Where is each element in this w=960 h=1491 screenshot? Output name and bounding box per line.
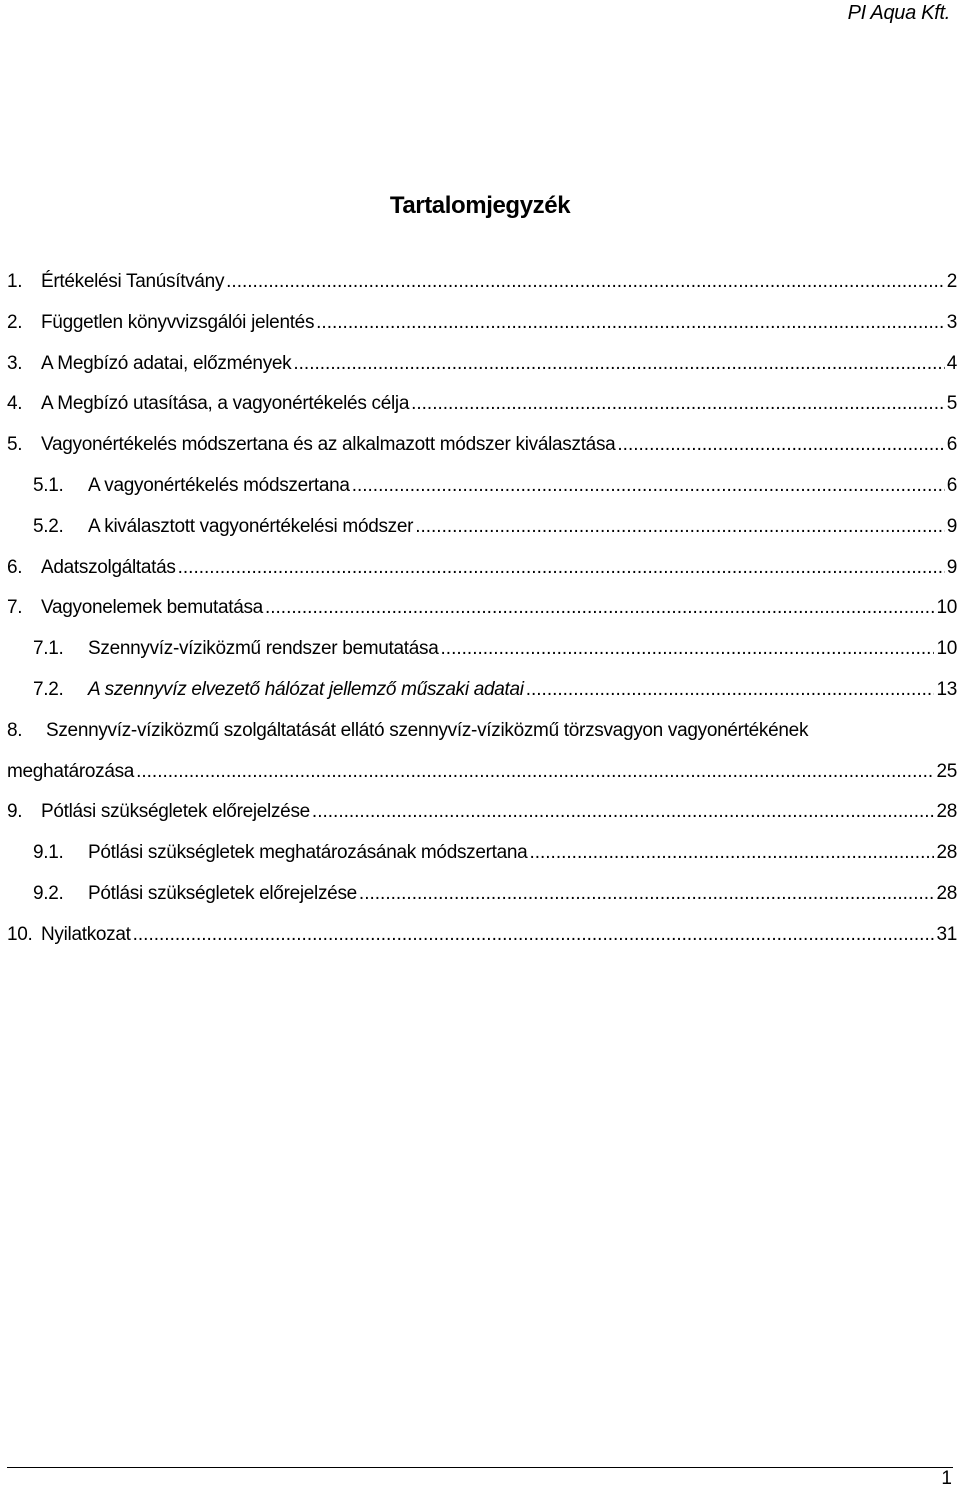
dot-leader xyxy=(316,312,945,334)
toc-entry-3[interactable] xyxy=(7,353,957,394)
toc-title: Tartalomjegyzék xyxy=(389,192,571,219)
dot-leader xyxy=(312,801,935,823)
dot-leader xyxy=(293,353,944,375)
toc-entry-number: 5. xyxy=(7,434,23,456)
dot-leader xyxy=(133,924,935,946)
dot-leader xyxy=(178,557,945,579)
dot-leader xyxy=(136,761,934,783)
toc-entry-number: 9.1. xyxy=(33,842,64,864)
toc-entry-page: 31 xyxy=(936,923,957,945)
toc-entry-page: 9 xyxy=(946,515,957,537)
toc-entry-2[interactable] xyxy=(7,312,957,353)
toc-entry-7[interactable] xyxy=(7,597,957,638)
toc-entry-title: A vagyonértékelés módszertana xyxy=(88,474,350,496)
document-header-company: PI Aqua Kft. xyxy=(847,2,950,24)
toc-entry-title: Független könyvvizsgálói jelentés xyxy=(41,311,315,333)
toc-entry-title: Adatszolgáltatás xyxy=(41,556,176,578)
toc-entry-title: Értékelési Tanúsítvány xyxy=(41,271,225,292)
toc-entry-number: 7.2. xyxy=(33,678,64,700)
toc-entry-number: 2. xyxy=(7,311,23,333)
toc-entry-title-continuation: meghatározása xyxy=(7,760,135,782)
toc-entry-number: 7.1. xyxy=(33,638,64,660)
toc-entry-7-2[interactable] xyxy=(7,679,957,720)
toc-entry-number: 9.2. xyxy=(33,882,64,904)
toc-entry-title: Vagyonelemek bemutatása xyxy=(41,597,263,619)
toc-entry-title: Szennyvíz-víziközmű szolgáltatását ellátó szennyvíz-víziközmű törzsvagyon vagyonértékének xyxy=(45,719,809,741)
toc-entry-page: 10 xyxy=(936,597,957,619)
toc-entry-number: 5.2. xyxy=(33,515,64,537)
toc-entry-5-2[interactable] xyxy=(7,516,957,557)
toc-entry-number: 8. xyxy=(7,719,23,741)
toc-entry-page: 5 xyxy=(946,393,957,415)
toc-entry-6[interactable] xyxy=(7,557,957,598)
toc-entry-title: Vagyonértékelés módszertana és az alkalmazott módszer kiválasztása xyxy=(41,434,616,456)
toc-entry-title: Pótlási szükségletek meghatározásának módszertana xyxy=(88,842,528,864)
dot-leader xyxy=(265,597,935,619)
toc-entry-number: 9. xyxy=(7,801,23,823)
table-of-contents xyxy=(7,271,957,965)
toc-entry-number: 6. xyxy=(7,556,23,578)
toc-entry-page: 28 xyxy=(936,842,957,864)
toc-entry-4[interactable] xyxy=(7,393,957,434)
toc-entry-page: 3 xyxy=(946,311,957,333)
toc-entry-9-1[interactable] xyxy=(7,842,957,883)
toc-entry-number: 10. xyxy=(7,923,33,945)
toc-entry-number: 1. xyxy=(7,271,23,292)
toc-entry-page: 25 xyxy=(936,760,957,782)
toc-entry-8[interactable] xyxy=(7,720,957,802)
toc-entry-page: 10 xyxy=(936,638,957,660)
toc-entry-title: A Megbízó utasítása, a vagyonértékelés célja xyxy=(41,393,410,415)
toc-entry-page: 28 xyxy=(936,801,957,823)
toc-entry-title: A Megbízó adatai, előzmények xyxy=(41,352,292,374)
page-number: 1 xyxy=(941,1468,952,1489)
toc-entry-page: 28 xyxy=(936,882,957,904)
toc-entry-page: 6 xyxy=(946,474,957,496)
toc-entry-number: 3. xyxy=(7,352,23,374)
toc-entry-9[interactable] xyxy=(7,801,957,842)
toc-entry-title: Pótlási szükségletek előrejelzése xyxy=(41,801,310,823)
dot-leader xyxy=(415,516,945,538)
toc-entry-5-1[interactable] xyxy=(7,475,957,516)
dot-leader xyxy=(359,883,935,905)
footer-divider xyxy=(7,1467,953,1468)
dot-leader xyxy=(352,475,945,497)
toc-entry-title: A kiválasztott vagyonértékelési módszer xyxy=(88,515,414,537)
toc-entry-title: Szennyvíz-víziközmű rendszer bemutatása xyxy=(88,638,439,660)
toc-entry-number: 4. xyxy=(7,393,23,415)
toc-entry-number: 7. xyxy=(7,597,23,619)
toc-entry-page: 4 xyxy=(946,352,957,374)
toc-entry-9-2[interactable] xyxy=(7,883,957,924)
dot-leader xyxy=(617,434,944,456)
toc-entry-page: 9 xyxy=(946,556,957,578)
toc-entry-page: 6 xyxy=(946,434,957,456)
toc-entry-page: 2 xyxy=(946,271,957,292)
toc-entry-title: Nyilatkozat xyxy=(41,923,131,945)
toc-entry-title: A szennyvíz elvezető hálózat jellemző műszaki adatai xyxy=(88,678,524,700)
dot-leader xyxy=(526,679,935,701)
toc-entry-1[interactable] xyxy=(7,271,957,312)
toc-entry-number: 5.1. xyxy=(33,474,64,496)
dot-leader xyxy=(529,842,934,864)
dot-leader xyxy=(441,638,935,660)
toc-entry-7-1[interactable] xyxy=(7,638,957,679)
dot-leader xyxy=(411,393,945,415)
dot-leader xyxy=(226,271,945,293)
toc-entry-10[interactable] xyxy=(7,924,957,965)
toc-entry-5[interactable] xyxy=(7,434,957,475)
toc-entry-page: 13 xyxy=(936,678,957,700)
toc-entry-title: Pótlási szükségletek előrejelzése xyxy=(88,882,357,904)
